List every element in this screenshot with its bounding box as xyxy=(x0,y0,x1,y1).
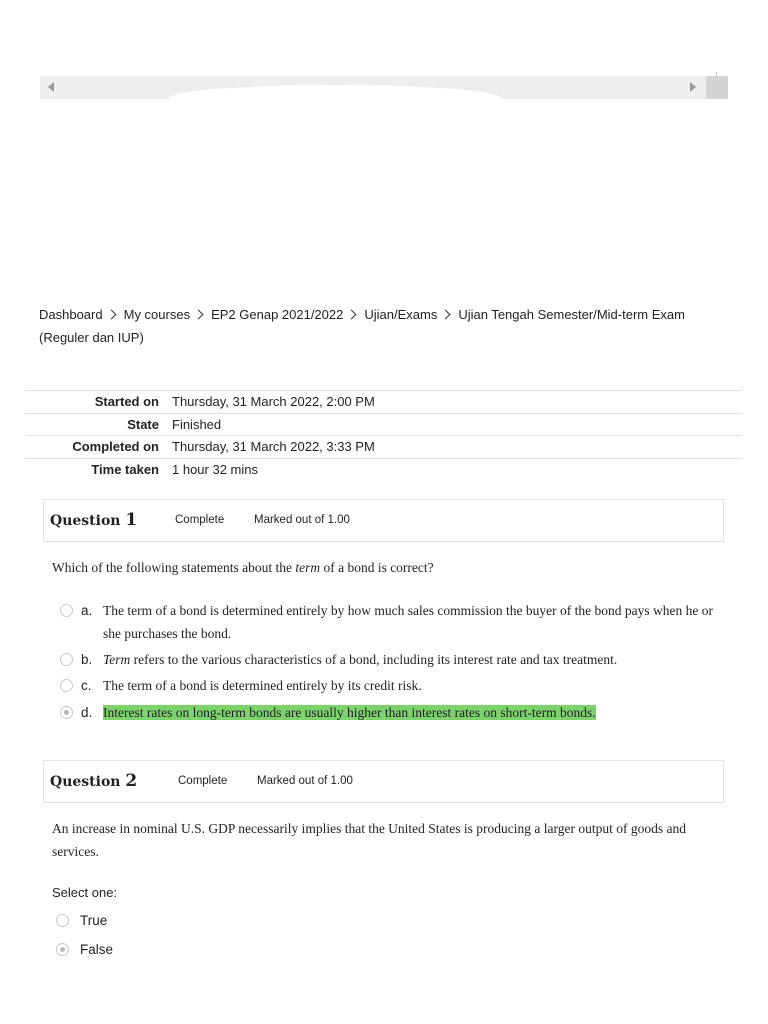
question-state: Complete xyxy=(178,775,228,787)
answer-letter: c. xyxy=(81,678,92,693)
breadcrumb-section[interactable]: Ujian/Exams xyxy=(364,307,438,322)
summary-value: 1 hour 32 mins xyxy=(172,462,258,477)
radio-button-selected[interactable] xyxy=(56,943,69,956)
question-title xyxy=(50,771,137,791)
summary-row-time-taken xyxy=(25,458,742,481)
summary-label: Completed on xyxy=(72,439,159,455)
summary-value: Finished xyxy=(172,416,222,432)
answer-text: The term of a bond is determined entirely by its credit risk. xyxy=(103,678,422,693)
radio-button[interactable] xyxy=(60,653,73,666)
scroll-right-icon[interactable] xyxy=(690,82,696,92)
summary-label: Started on xyxy=(94,394,159,410)
scroll-left-icon[interactable] xyxy=(48,82,54,92)
question-1-info xyxy=(43,499,724,542)
chevron-right-icon xyxy=(106,310,116,320)
question-1-text xyxy=(52,556,712,579)
summary-value: Thursday, 31 March 2022, 3:33 PM xyxy=(172,439,375,455)
summary-label: Time taken xyxy=(91,462,159,477)
highlighted-answer: Interest rates on long-term bonds are usually higher than interest rates on short-term bonds. xyxy=(103,705,596,720)
summary-row-completed xyxy=(25,436,742,459)
question-text-part: of a bond is correct? xyxy=(320,560,434,575)
question-title xyxy=(50,510,137,530)
breadcrumb-course[interactable]: EP2 Genap 2021/2022 xyxy=(211,307,344,322)
radio-button[interactable] xyxy=(60,604,73,617)
summary-value: Thursday, 31 March 2022, 2:00 PM xyxy=(172,394,375,410)
question-2-text: An increase in nominal U.S. GDP necessarily implies that the United States is producing a larger output of goods and services. xyxy=(52,821,687,859)
radio-button-selected[interactable] xyxy=(60,706,73,719)
redacted-area xyxy=(170,85,500,111)
question-2-info xyxy=(43,760,724,803)
question-number: 1 xyxy=(125,510,138,530)
chevron-right-icon xyxy=(441,310,451,320)
summary-row-started xyxy=(25,391,742,414)
scroll-thumb[interactable] xyxy=(706,76,728,99)
answer-text xyxy=(103,648,723,671)
radio-button[interactable] xyxy=(60,679,73,692)
question-label: Question xyxy=(50,513,121,529)
question-mark: Marked out of 1.00 xyxy=(257,775,353,787)
answer-letter: d. xyxy=(81,705,93,720)
answer-text-emphasis: Term xyxy=(103,652,131,667)
question-text-part: Which of the following statements about the xyxy=(52,560,296,575)
answer-letter: a. xyxy=(81,603,93,618)
answer-text-part: refers to the various characteristics of a bond, including its interest rate and tax treatment. xyxy=(130,652,618,667)
answer-letter: b. xyxy=(81,652,93,667)
chevron-right-icon xyxy=(194,310,204,320)
question-number: 2 xyxy=(125,771,138,791)
answer-text: False xyxy=(80,942,114,957)
breadcrumb-quiz[interactable]: Ujian Tengah Semester/Mid-term Exam (Reguler dan IUP) xyxy=(39,307,685,345)
breadcrumb-dashboard[interactable]: Dashboard xyxy=(39,307,103,322)
question-state: Complete xyxy=(175,514,225,526)
question-text-emphasis: term xyxy=(295,560,321,575)
answer-text: The term of a bond is determined entirely by how much sales commission the buyer of the bond pays when he or she purchases the bond. xyxy=(103,603,713,641)
question-mark: Marked out of 1.00 xyxy=(254,514,350,526)
answer-text: True xyxy=(80,913,108,928)
summary-label: State xyxy=(127,416,159,432)
breadcrumb-my-courses[interactable]: My courses xyxy=(123,307,191,322)
answer-text xyxy=(103,701,723,724)
chevron-right-icon xyxy=(347,310,357,320)
select-one-label: Select one: xyxy=(52,885,118,900)
attempt-summary-table xyxy=(25,390,742,481)
breadcrumb xyxy=(39,303,719,349)
summary-row-state xyxy=(25,413,742,436)
question-label: Question xyxy=(50,774,121,790)
radio-button[interactable] xyxy=(56,914,69,927)
